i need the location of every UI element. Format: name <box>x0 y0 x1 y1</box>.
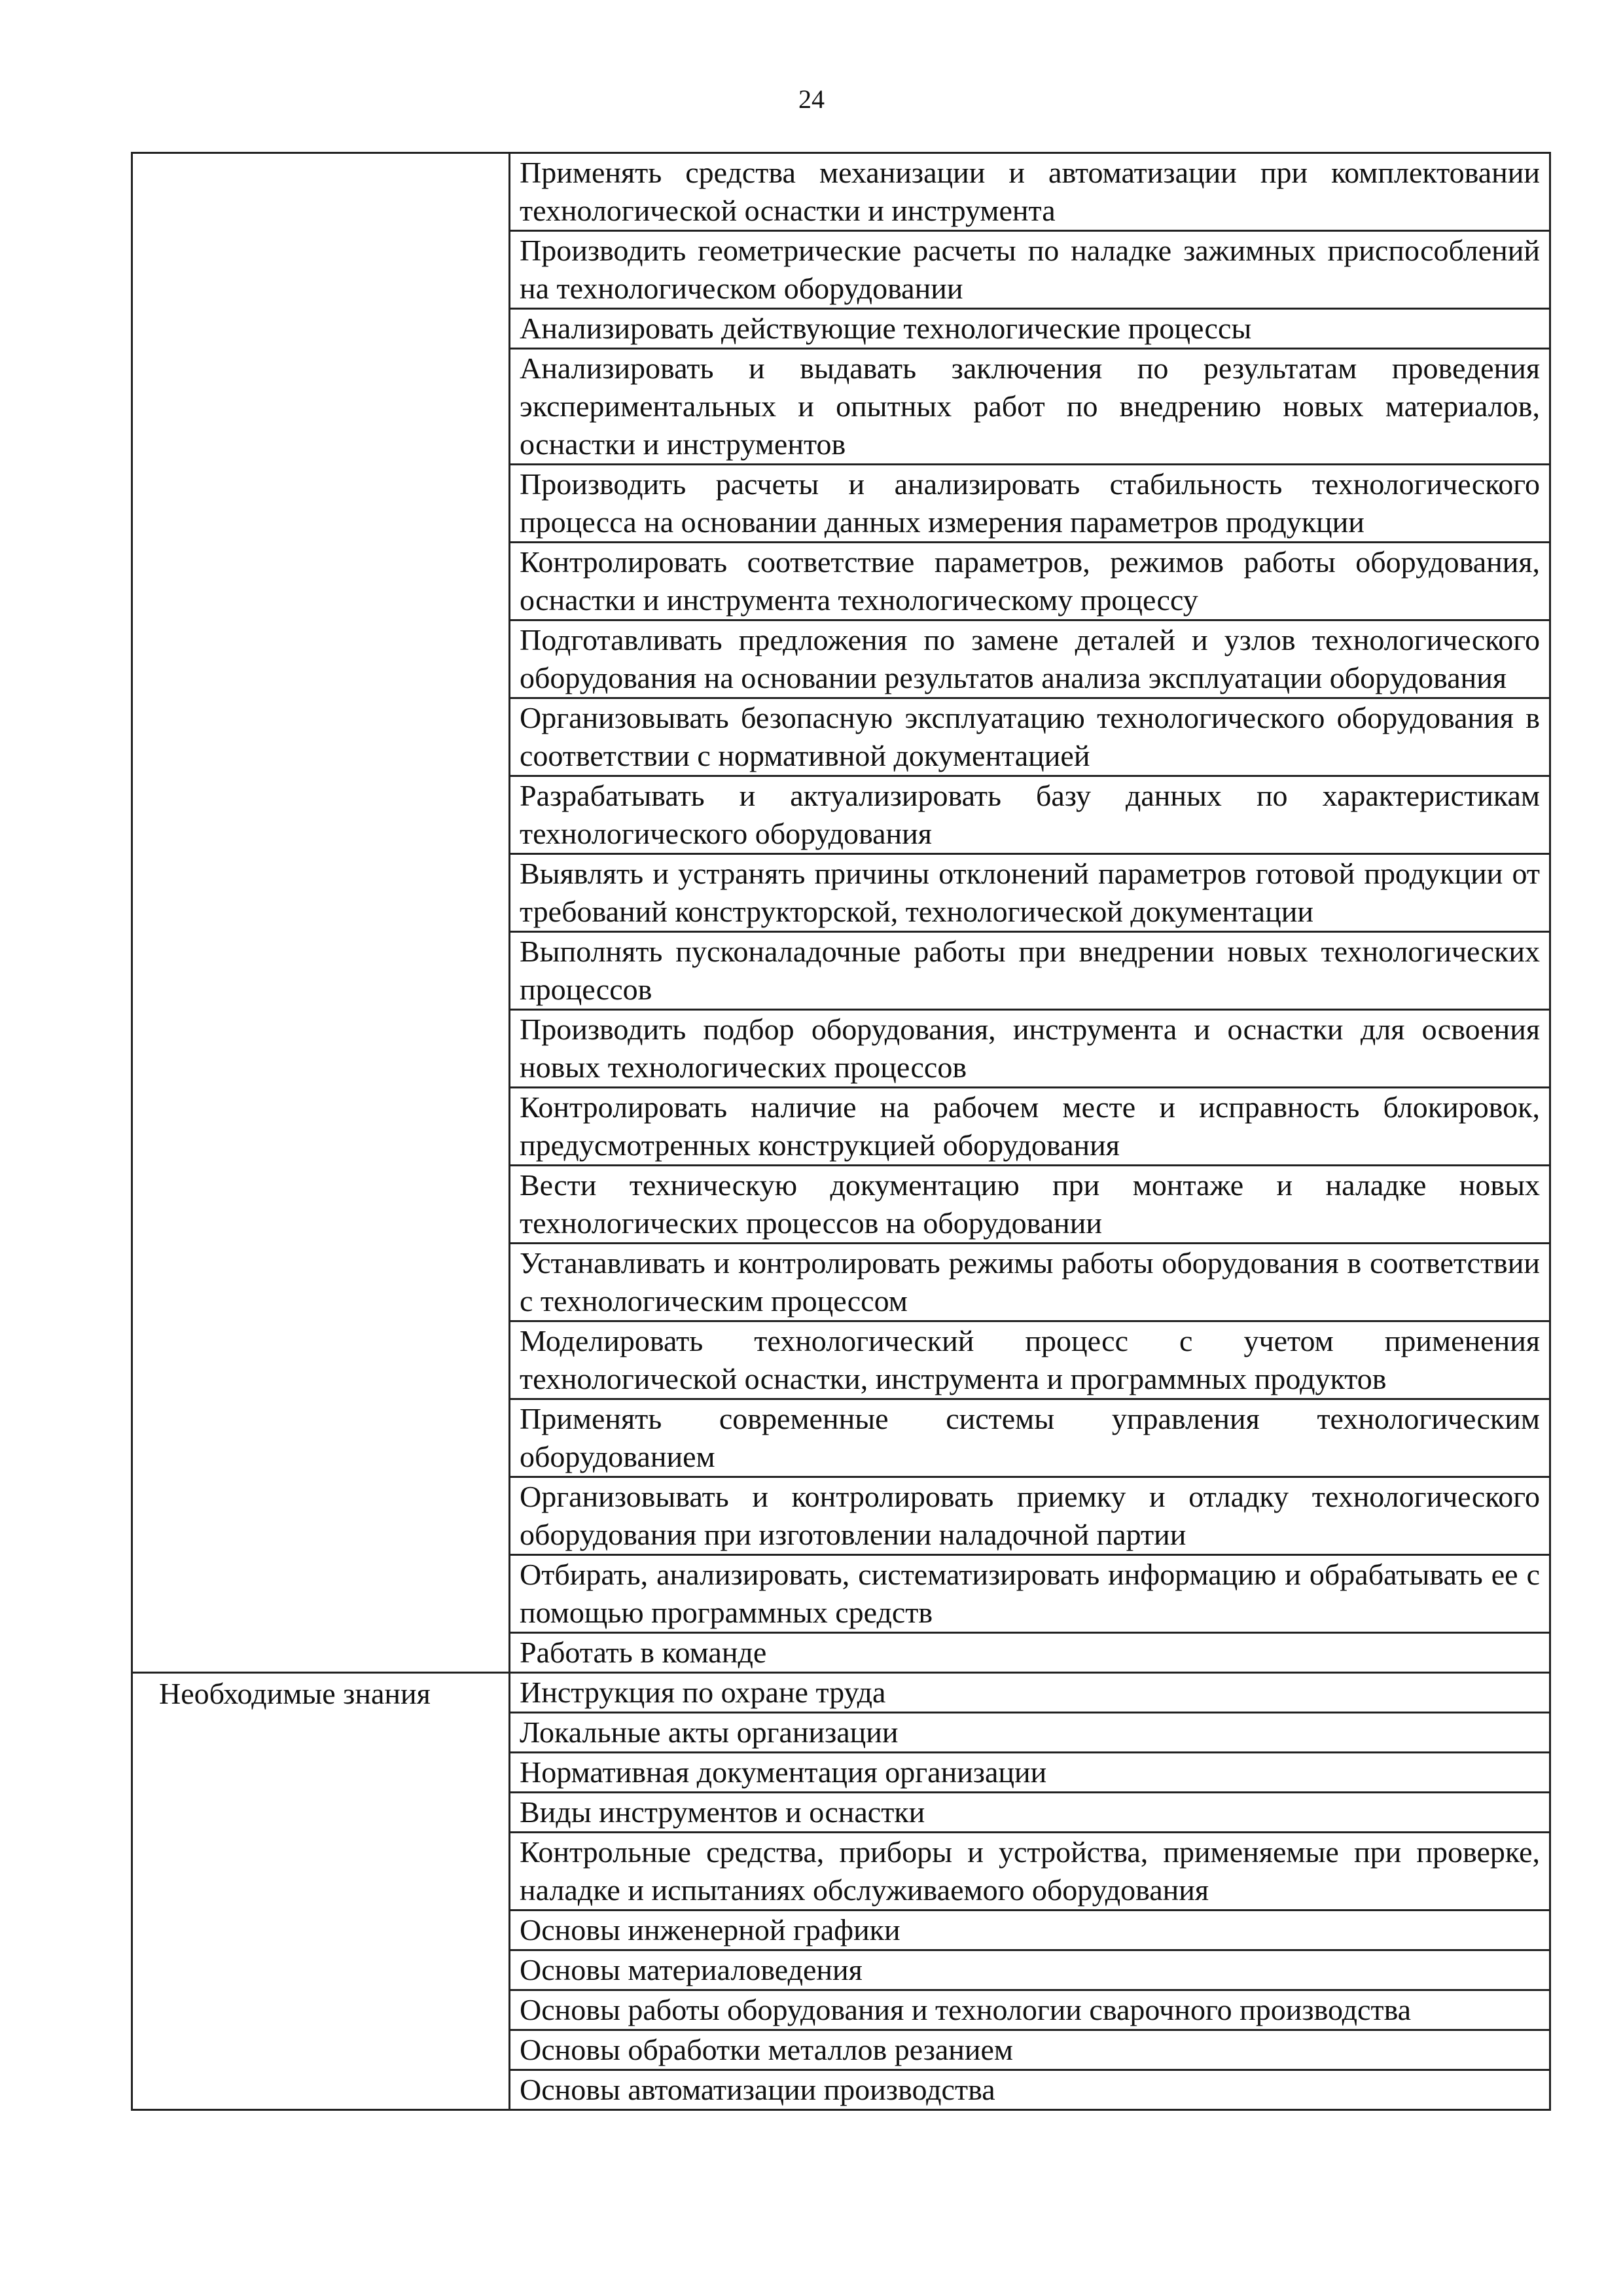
skills-label-cell <box>132 153 510 1673</box>
skill-item: Анализировать и выдавать заключения по результатам проведения экспериментальных и опытных работ по внедрению новых материалов, оснастки и инструментов <box>510 349 1550 465</box>
knowledge-item: Контрольные средства, приборы и устройства, применяемые при проверке, наладке и испытаниях обслуживаемого оборудования <box>510 1833 1550 1910</box>
knowledge-label: Необходимые знания <box>132 1673 510 2110</box>
knowledge-item: Основы материаловедения <box>510 1950 1550 1990</box>
skill-item: Применять средства механизации и автоматизации при комплектовании технологической оснастки и инструмента <box>510 153 1550 231</box>
skill-item: Моделировать технологический процесс с учетом применения технологической оснастки, инструмента и программных продуктов <box>510 1321 1550 1399</box>
skill-item: Применять современные системы управления технологическим оборудованием <box>510 1399 1550 1477</box>
knowledge-item: Основы автоматизации производства <box>510 2070 1550 2110</box>
knowledge-item: Локальные акты организации <box>510 1713 1550 1753</box>
skill-item: Организовывать и контролировать приемку и отладку технологического оборудования при изготовлении наладочной партии <box>510 1477 1550 1555</box>
competency-table <box>131 152 1551 2111</box>
skill-item: Производить расчеты и анализировать стабильность технологического процесса на основании данных измерения параметров продукции <box>510 465 1550 543</box>
knowledge-item: Виды инструментов и оснастки <box>510 1793 1550 1833</box>
table-row <box>132 1673 1550 1713</box>
skill-item: Производить подбор оборудования, инструмента и оснастки для освоения новых технологических процессов <box>510 1010 1550 1088</box>
knowledge-item: Основы инженерной графики <box>510 1910 1550 1950</box>
skill-item: Работать в команде <box>510 1633 1550 1673</box>
skill-item: Организовывать безопасную эксплуатацию технологического оборудования в соответствии с нормативной документацией <box>510 698 1550 776</box>
table-row <box>132 153 1550 231</box>
knowledge-item: Нормативная документация организации <box>510 1753 1550 1793</box>
skill-item: Подготавливать предложения по замене деталей и узлов технологического оборудования на основании результатов анализа эксплуатации оборудования <box>510 620 1550 698</box>
page-number: 24 <box>798 84 825 114</box>
skill-item: Контролировать соответствие параметров, режимов работы оборудования, оснастки и инструмента технологическому процессу <box>510 543 1550 620</box>
skill-item: Разрабатывать и актуализировать базу данных по характеристикам технологического оборудования <box>510 776 1550 854</box>
skill-item: Отбирать, анализировать, систематизировать информацию и обрабатывать ее с помощью программных средств <box>510 1555 1550 1633</box>
knowledge-item: Основы обработки металлов резанием <box>510 2030 1550 2070</box>
skill-item: Вести техническую документацию при монтаже и наладке новых технологических процессов на оборудовании <box>510 1166 1550 1244</box>
skill-item: Выполнять пусконаладочные работы при внедрении новых технологических процессов <box>510 932 1550 1010</box>
skill-item: Выявлять и устранять причины отклонений параметров готовой продукции от требований конструкторской, технологической документации <box>510 854 1550 932</box>
knowledge-item: Основы работы оборудования и технологии сварочного производства <box>510 1990 1550 2030</box>
skill-item: Устанавливать и контролировать режимы работы оборудования в соответствии с технологическим процессом <box>510 1244 1550 1321</box>
skill-item: Анализировать действующие технологические процессы <box>510 309 1550 349</box>
knowledge-item: Инструкция по охране труда <box>510 1673 1550 1713</box>
skill-item: Производить геометрические расчеты по наладке зажимных приспособлений на технологическом оборудовании <box>510 231 1550 309</box>
skill-item: Контролировать наличие на рабочем месте и исправность блокировок, предусмотренных конструкцией оборудования <box>510 1088 1550 1166</box>
